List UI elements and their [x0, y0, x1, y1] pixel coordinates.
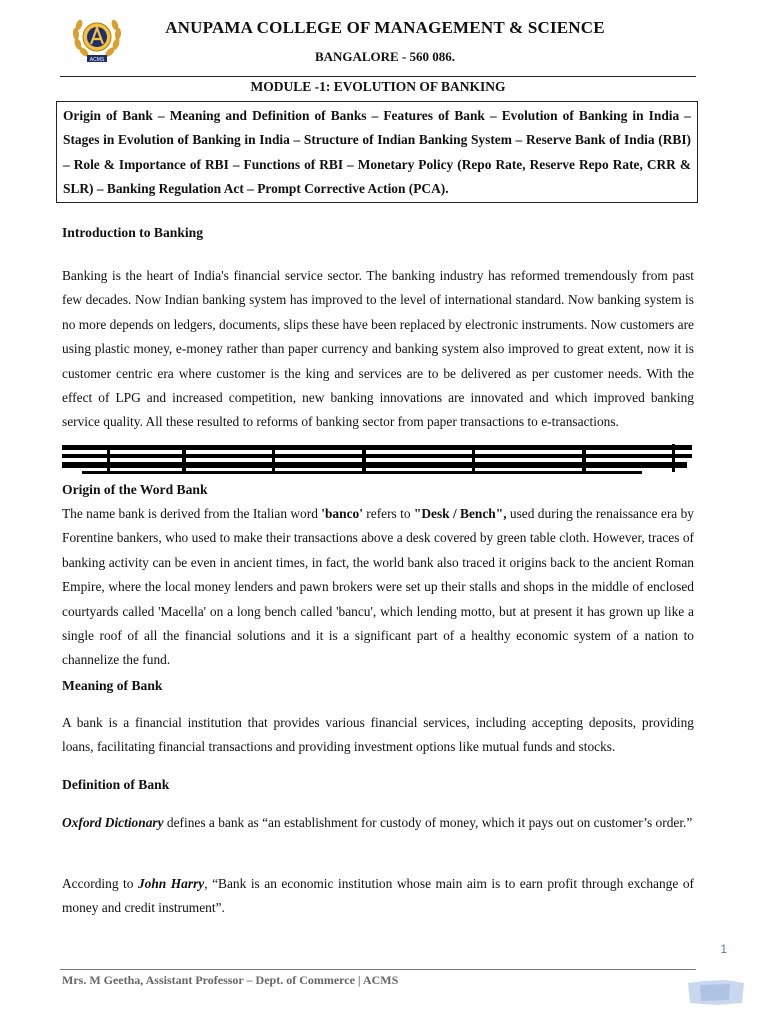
footer-divider [60, 969, 696, 970]
header-divider [60, 76, 696, 77]
oxford-text: defines a bank as “an establishment for custody of money, which it pays out on customer’s order.” [163, 815, 693, 830]
footer-text: Mrs. M Geetha, Assistant Professor – Dept. of Commerce | ACMS [62, 973, 399, 987]
harry-definition [62, 872, 694, 921]
college-emblem-icon [70, 14, 124, 64]
origin-paragraph [62, 502, 694, 673]
college-name: ANUPAMA COLLEGE OF MANAGEMENT & SCIENCE [165, 18, 605, 37]
page-number: 1 [720, 942, 727, 956]
origin-text-2: refers to [362, 506, 414, 521]
oxford-name: Oxford Dictionary [62, 815, 164, 830]
harry-text: , “Bank is an economic institution whose main aim is to earn profit through exchange of money and credit instrument”. [62, 876, 694, 916]
intro-paragraph: Banking is the heart of India's financial service sector. The banking industry has reformed tremendously from past few decades. Now Indian banking system has improved to the level of international standard. Now banking system is no more depends on ledgers, documents, slips these have been replaced by electronic instruments. Now customers are using plastic money, e-money rather than paper currency and banking system also improved to great extent, now it is customer centric era where customer is the king and services are to be delivered as per customer needs. With the effect of LPG and increased competition, new banking innovations are innovated and which improved banking service quality. All these resulted to reforms of banking sector from paper transactions to e-transactions. [62, 268, 694, 430]
harry-prefix: According to [62, 876, 138, 891]
rendering-artifact [62, 442, 692, 476]
harry-name: John Harry [137, 876, 205, 891]
oxford-definition [62, 811, 694, 835]
origin-desk: "Desk / Bench", [413, 506, 507, 521]
module-title: MODULE -1: EVOLUTION OF BANKING [250, 79, 506, 94]
meaning-paragraph: A bank is a financial institution that provides various financial services, including accepting deposits, providing loans, facilitating financial transactions and providing investment options like mutual funds and stocks. [62, 715, 694, 755]
origin-heading: Origin of the Word Bank [62, 482, 208, 497]
intro-heading: Introduction to Banking [62, 225, 204, 240]
logo-text: ACMS [89, 56, 105, 63]
origin-text-1: The name bank is derived from the Italian word [62, 506, 322, 521]
syllabus-box: Origin of Bank – Meaning and Definition of Banks – Features of Bank – Evolution of Banking in India – Stages in Evolution of Banking in India – Structure of Indian Banking System – Reserve Bank of India (RBI) – Role & Importance of RBI – Functions of RBI – Monetary Policy (Repo Rate, Reserve Repo Rate, CRR & SLR) – Banking Regulation Act – Prompt Corrective Action (PCA). [56, 101, 698, 203]
page-corner-decoration [686, 975, 746, 1007]
definition-heading: Definition of Bank [62, 777, 170, 792]
college-city: BANGALORE - 560 086. [314, 49, 456, 64]
origin-text-3: used during the renaissance era by Forentine bankers, who used to make their transactions above a desk covered by green table cloth. However, traces of banking activity can be even in ancient times, in fact, the world bank also traced it origins back to the ancient Roman Empire, where the local money lenders and pawn brokers were set up their stalls and shops in the middle of enclosed courtyards called 'Macella' on a long bench called 'bancu', which lending motto, but at present it has grown up like a single roof of all the financial solutions and it is a significant part of a healthy economic system of a nation to channelize the fund. [62, 506, 695, 668]
meaning-heading: Meaning of Bank [62, 678, 163, 693]
origin-banco: 'banco' [321, 506, 363, 521]
